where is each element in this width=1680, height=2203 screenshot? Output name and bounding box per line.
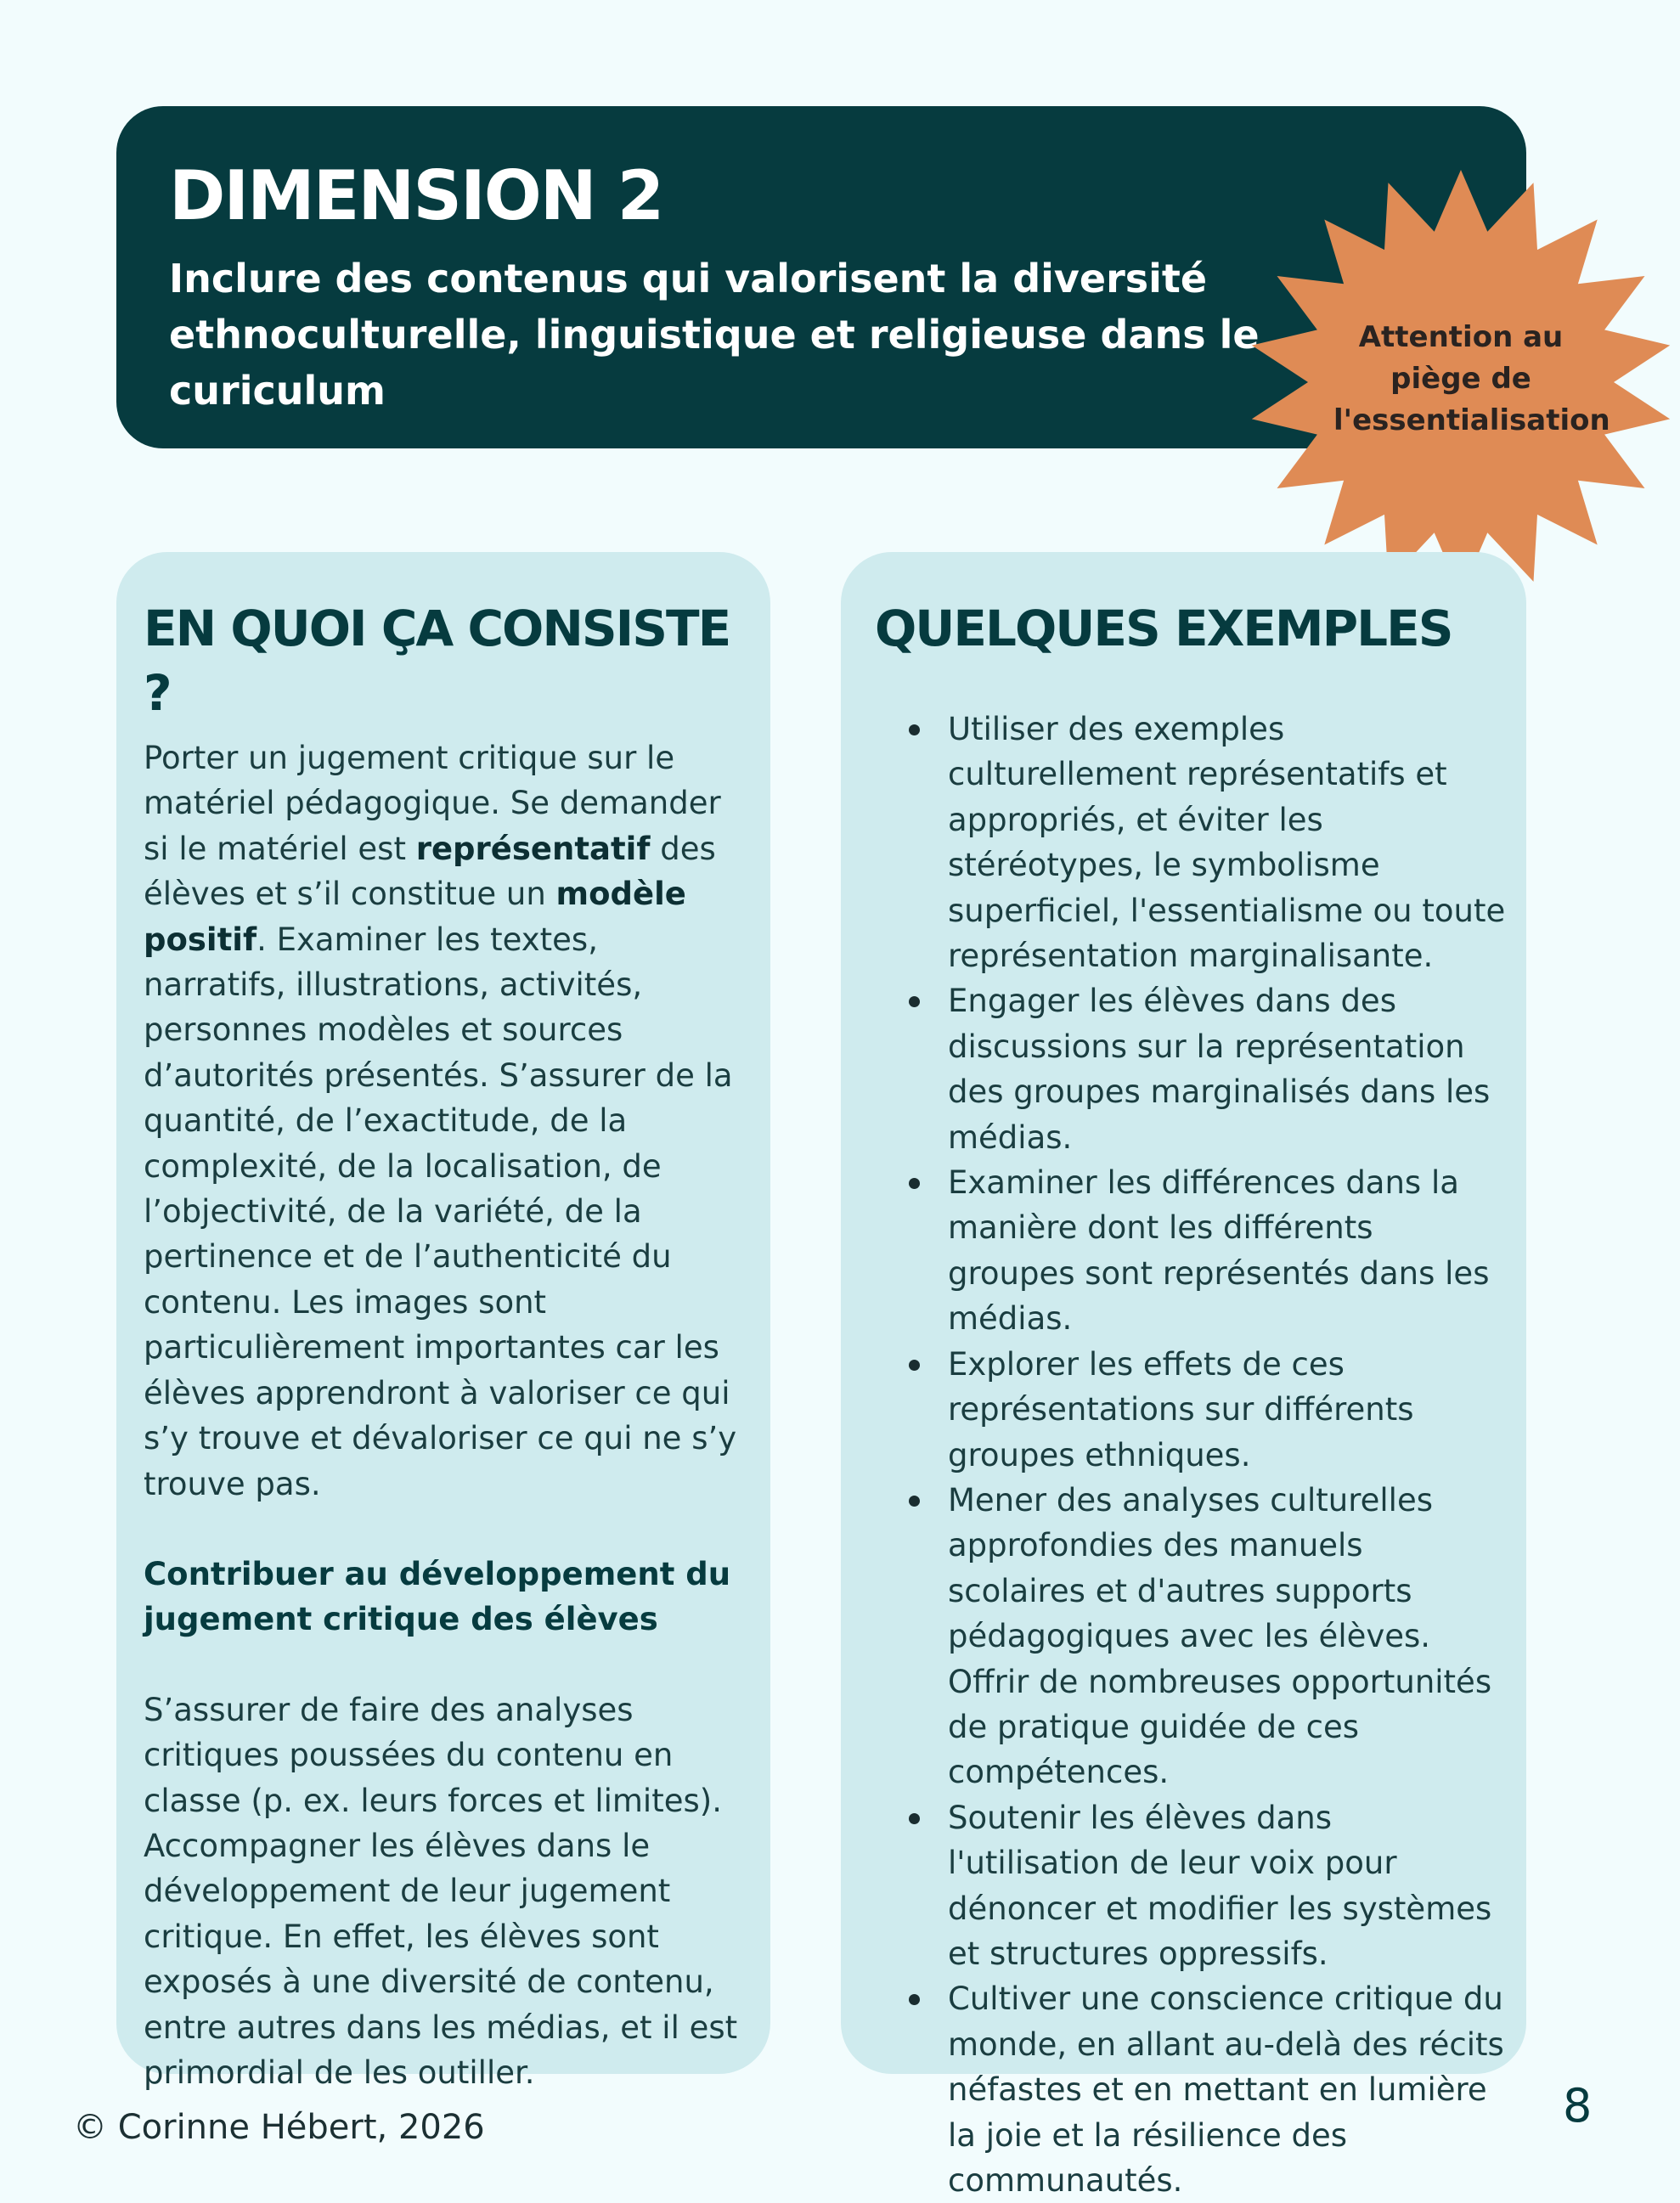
examples-list	[875, 707, 1509, 2203]
consists-text-3: . Examiner les textes, narratifs, illustrations, activités, personnes modèles et sources d’autorités présentés. S’assurer de la quantité, de l’exactitude, de la complexité, de la localisation, de l’objectivité, de la variété, de la pertinence et de l’authenticité du contenu. Les images sont particulièrement importantes car les élèves apprendront à valoriser ce qui s’y trouve et dévaloriser ce qui ne s’y trouve pas.	[144, 921, 737, 1502]
warning-starburst-badge	[1240, 161, 1680, 603]
examples-heading: QUELQUES EXEMPLES	[875, 600, 1452, 657]
examples-card	[841, 552, 1526, 2199]
page-number: 8	[1563, 2079, 1593, 2133]
critical-judgment-paragraph: S’assurer de faire des analyses critiques poussées du contenu en classe (p. ex. leurs forces et limites). Accompagner les élèves dans le développement de leur jugement critique. En effet, les élèves sont exposés à une diversité de contenu, entre autres dans les médias, et il est primordial de les outiller.	[144, 1691, 738, 2091]
consists-heading: EN QUOI ÇA CONSISTE ?	[144, 600, 730, 722]
list-item	[875, 1160, 1509, 1342]
bullet-icon	[909, 1994, 920, 2005]
bullet-icon	[909, 1813, 920, 1824]
bullet-icon	[909, 1496, 920, 1507]
list-item-text: Cultiver une conscience critique du monde, en allant au-delà des récits néfastes et en mettant en lumière la joie et la résilience des communautés.	[948, 1980, 1504, 2199]
critical-judgment-subheading: Contribuer au développement du jugement critique des élèves	[144, 1555, 731, 1638]
bullet-icon	[909, 1178, 920, 1189]
list-item-text: Mener des analyses culturelles approfondies des manuels scolaires et d'autres supports pédagogiques avec les élèves. Offrir de nombreuses opportunités de pratique guidée de ces compétences.	[948, 1481, 1492, 1791]
consists-bold-2: modèle positif	[144, 876, 686, 958]
list-item	[875, 1478, 1509, 1795]
copyright-footer: © Corinne Hébert, 2026	[73, 2108, 485, 2147]
list-item	[875, 707, 1509, 978]
consists-paragraph	[144, 735, 741, 1507]
list-item	[875, 978, 1509, 1160]
consists-bold-1: représentatif	[415, 830, 651, 867]
list-item-text: Examiner les différences dans la manière dont les différents groupes sont représentés dans les médias.	[948, 1164, 1490, 1338]
bullet-icon	[909, 724, 920, 735]
list-item-text: Utiliser des exemples culturellement représentatifs et appropriés, et éviter les stéréotypes, le symbolisme superficiel, l'essentialisme ou toute représentation marginalisante.	[948, 711, 1506, 975]
dimension-subtitle: Inclure des contenus qui valorisent la diversité ethnoculturelle, linguistique et religieuse dans le curiculum	[169, 256, 1260, 414]
list-item	[875, 1795, 1509, 1977]
consists-text-2: des élèves et s’il constitue un	[144, 830, 716, 913]
list-item-text: Engager les élèves dans des discussions sur la représentation des groupes marginalisés dans les médias.	[948, 983, 1491, 1156]
list-item-text: Explorer les effets de ces représentations sur différents groupes ethniques.	[948, 1345, 1414, 1473]
badge-text: Attention au piège de l'essentialisation	[1333, 320, 1610, 437]
bullet-icon	[909, 1360, 920, 1371]
bullet-icon	[909, 996, 920, 1007]
list-item	[875, 1342, 1509, 1478]
consists-card	[116, 552, 770, 2091]
dimension-title: DIMENSION 2	[169, 156, 663, 235]
consists-text-1: Porter un jugement critique sur le matériel pédagogique. Se demander si le matériel est	[144, 740, 721, 867]
list-item-text: Soutenir les élèves dans l'utilisation de leur voix pour dénoncer et modifier les systèmes et structures oppressifs.	[948, 1799, 1492, 1972]
list-item	[875, 1976, 1509, 2203]
